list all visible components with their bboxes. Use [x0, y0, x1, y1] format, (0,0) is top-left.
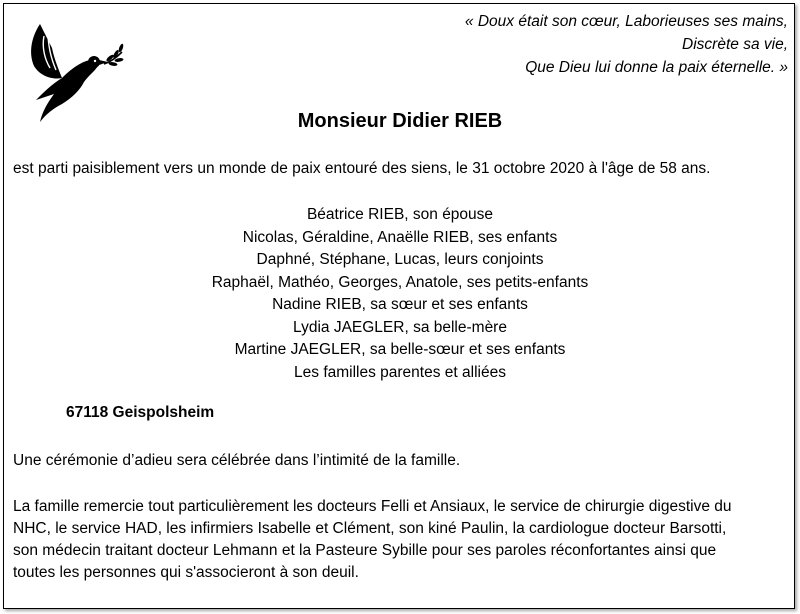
- thanks-paragraph: [13, 496, 793, 584]
- family-list: [0, 204, 800, 384]
- ceremony-text: Une cérémonie d’adieu sera célébrée dans l’intimité de la famille.: [13, 452, 461, 469]
- quote-line: Discrète sa vie,: [682, 36, 788, 53]
- family-member: Les familles parentes et alliées: [294, 363, 506, 381]
- epitaph-quote: [268, 10, 788, 79]
- thanks-line: NHC, le service HAD, les infirmiers Isabelle et Clément, son kiné Paulin, la cardiologue docteur Barsotti,: [13, 520, 727, 537]
- city-location: 67118 Geispolsheim: [66, 404, 215, 421]
- family-member: Martine JAEGLER, sa belle-sœur et ses enfants: [234, 341, 566, 358]
- quote-line: « Doux était son cœur, Laborieuses ses mains,: [464, 13, 788, 30]
- thanks-line: toutes les personnes qui s'associeront à son deuil.: [13, 564, 359, 581]
- deceased-name: Monsieur Didier RIEB: [297, 110, 503, 132]
- quote-line: Que Dieu lui donne la paix éternelle. »: [525, 59, 788, 76]
- family-member: Béatrice RIEB, son épouse: [306, 206, 494, 223]
- announcement-text: est parti paisiblement vers un monde de paix entouré des siens, le 31 octobre 2020 à l'âge de 58 ans.: [13, 160, 711, 177]
- family-member: Nadine RIEB, sa sœur et ses enfants: [272, 296, 528, 313]
- thanks-line: son médecin traitant docteur Lehmann et la Pasteure Sybille pour ses paroles réconfortantes ainsi que: [13, 542, 717, 559]
- family-member: Lydia JAEGLER, sa belle-mère: [293, 318, 507, 336]
- family-member: Raphaël, Mathéo, Georges, Anatole, ses petits-enfants: [211, 273, 589, 291]
- family-member: Daphné, Stéphane, Lucas, leurs conjoints: [256, 251, 544, 268]
- thanks-line: La famille remercie tout particulièrement les docteurs Felli et Ansiaux, le service de chirurgie digestive du: [13, 498, 732, 515]
- family-member: Nicolas, Géraldine, Anaëlle RIEB, ses enfants: [242, 228, 558, 246]
